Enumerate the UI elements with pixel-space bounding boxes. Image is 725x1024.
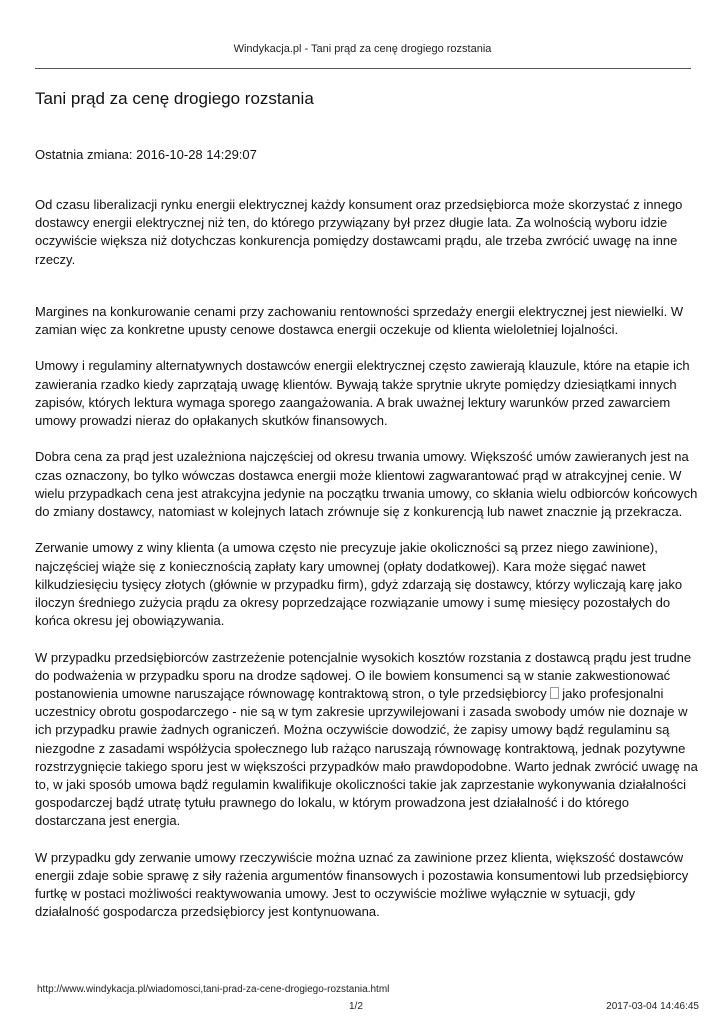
missing-glyph-icon [550, 687, 559, 699]
header-divider [35, 68, 691, 69]
last-change-date: Ostatnia zmiana: 2016-10-28 14:29:07 [35, 147, 257, 162]
paragraph-intro: Od czasu liberalizacji rynku energii elektrycznej każdy konsument oraz przedsiębiorca może skorzystać z innego dostawcy energii elektrycznej niż ten, do którego przywiązany był przez długie lata. Za wolnością wyboru idzie oczywiście większa niż dotychczas konkurencja pomiędzy dostawcami prądu, ale trzeba zwrócić uwagę na inne rzeczy. [35, 197, 683, 267]
paragraph-part: jako profesjonalni uczestnicy obrotu gospodarczego - nie są w tym zakresie uprzywilejowani i zasada swobody umów nie doznaje w ich przypadku prawie żadnych ograniczeń. Można oczywiście dowodzić, że zapisy umowy bądź regulaminu są niezgodne z zasadami współżycia społecznego lub rażąco naruszają równowagę kontraktową, jednak pozytywne rozstrzygnięcie takiego sporu jest w większości przypadków mało prawdopodobne. Warto jednak zwrócić uwagę na to, w jaki sposób umowa bądź regulamin kwalifikuje okoliczności takie jak zaprzestanie wykonywania działalności gospodarczej bądź utratę tytułu prawnego do lokalu, w którym prowadzona jest działalność i do którego dostarczana jest energia. [35, 686, 698, 829]
paragraph [35, 649, 701, 831]
footer-print-date: 2017-03-04 14:46:45 [606, 1001, 699, 1012]
paragraph-part: W przypadku przedsiębiorców zastrzeżenie potencjalnie wysokich kosztów rozstania z dostawcą prądu jest trudne do podważenia w przypadku sporu na drodze sądowej. O ile bowiem konsumenci są w stanie zakwestionować postanowienia umowne naruszające równowagę kontraktową stron, o tyle przedsiębiorcy [35, 649, 692, 702]
paragraph: Umowy i regulaminy alternatywnych dostawców energii elektrycznej często zawierają klauzule, które na etapie ich zawierania rzadko kiedy zaprzątają uwagę klientów. Bywają także sprytnie ukryte pomiędzy dziesiątkami innych zapisów, których lektura wymaga sporego zaangażowania. A brak uważnej lektury warunków przed zawarciem umowy prowadzi nieraz do opłakanych skutków finansowych. [35, 358, 690, 429]
paragraph: Dobra cena za prąd jest uzależniona najczęściej od okresu trwania umowy. Większość umów zawieranych jest na czas oznaczony, bo tylko wówczas dostawca energii może klientowi zagwarantować prąd w atrakcyjnej cenie. W wielu przypadkach cena jest atrakcyjna jedynie na początku trwania umowy, co skłania wielu odbiorców końcowych do zmiany dostawcy, natomiast w kolejnych latach zrównuje się z konkurencją lub nawet znacznie ją przekracza. [35, 449, 698, 520]
running-header: Windykacja.pl - Tani prąd za cenę drogiego rozstania [233, 43, 492, 55]
article-title: Tani prąd za cenę drogiego rozstania [35, 89, 314, 108]
article-body [35, 196, 701, 940]
footer-page-number: 1/2 [349, 1001, 363, 1012]
paragraph: W przypadku gdy zerwanie umowy rzeczywiście można uznać za zawinione przez klienta, większość dostawców energii zdaje sobie sprawę z siły rażenia argumentów finansowych i pozostawia konsumentowi lub przedsiębiorcy furtkę w postaci możliwości reaktywowania umowy. Jest to oczywiście możliwe wyłącznie w sytuacji, gdy działalność gospodarcza przedsiębiorcy jest kontynuowana. [35, 849, 689, 920]
paragraph: Margines na konkurowanie cenami przy zachowaniu rentowności sprzedaży energii elektrycznej jest niewielki. W zamian więc za konkretne upusty cenowe dostawca energii oczekuje od klienta wieloletniej lojalności. [35, 303, 684, 338]
footer-source-url: http://www.windykacja.pl/wiadomosci,tani-prad-za-cene-drogiego-rozstania.html [37, 984, 390, 995]
paragraph: Zerwanie umowy z winy klienta (a umowa często nie precyzuje jakie okoliczności są przez niego zawinione), najczęściej wiąże się z koniecznością zapłaty kary umownej (opłaty dodatkowej). Kara może sięgać nawet kilkudziesięciu tysięcy złotych (głównie w przypadku firm), gdyż zdarzają się dostawcy, którzy wyliczają karę jako iloczyn średniego zużycia prądu za okresy poprzedzające rozwiązanie umowy i sumę miesięcy pozostałych do końca okresu jej obowiązywania. [35, 540, 683, 629]
